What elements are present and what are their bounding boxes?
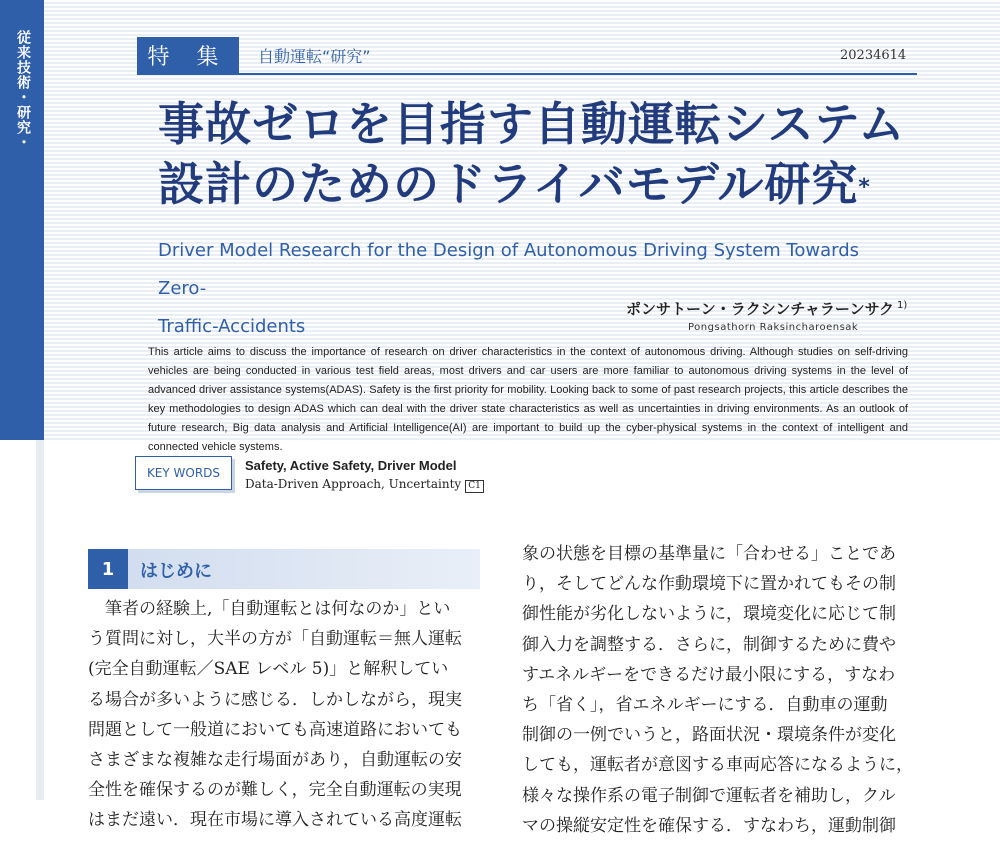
body-right-column bbox=[522, 539, 922, 841]
body-line: 制御の一例でいうと，路面状況・環境条件が変化 bbox=[522, 725, 896, 746]
keywords-line-2 bbox=[245, 477, 484, 493]
body-line: る場合が多いように感じる．しかしながら，現実 bbox=[88, 689, 462, 710]
english-title-line-2: Traffic-Accidents bbox=[158, 316, 306, 337]
body-line: 筆者の経験上,「自動運転とは何なのか」とい bbox=[88, 599, 451, 619]
body-line: 御入力を調整する．さらに，制御するために費や bbox=[522, 634, 896, 655]
author-affiliation: 1) bbox=[896, 300, 908, 311]
keywords-line-1: Safety, Active Safety, Driver Model bbox=[245, 458, 457, 473]
title-line-1: 事故ゼロを目指す自動運転システム bbox=[158, 97, 906, 151]
author-name-jp-text: ポンサトーン・ラクシンチャラーンサク bbox=[626, 300, 894, 318]
header-rule bbox=[137, 73, 917, 75]
body-line: ち「省く」，省エネルギーにする．自動車の運動 bbox=[522, 695, 888, 716]
abstract: This article aims to discuss the importance of research on driver characteristics in the context of autonomous driving. Although studies on self-driving vehicles are being conducted in various test field areas, most drivers and car users are more familiar to autonomous driving systems in the level of advanced driver assistance systems(ADAS). Safety is the first priority for mobility. Looking back to some of past research projects, this article describes the key methodologies to design ADAS which can deal with the driver state characteristics as well as uncertainties in driving environments. As an outlook of future research, Big data analysis and Artificial Intelligence(AI) are important to build up the cyber-physical systems in the context of intelligent and connected vehicle systems. bbox=[148, 346, 908, 453]
title-line-2: 設計のためのドライバモデル研究 bbox=[158, 157, 859, 211]
english-title-line-1: Driver Model Research for the Design of Autonomous Driving System Towards Zero- bbox=[158, 240, 860, 299]
keywords-line-2-text: Data-Driven Approach, Uncertainty bbox=[245, 477, 462, 491]
body-left-column bbox=[88, 594, 488, 836]
author-name-en: Pongsathorn Raksincharoensak bbox=[688, 322, 859, 333]
side-strip-lower bbox=[36, 440, 44, 800]
feature-label: 特 集 bbox=[137, 37, 239, 73]
section-number: 1 bbox=[88, 549, 128, 589]
body-line: 問題として一般道においても高速道路においても bbox=[88, 719, 462, 740]
body-line: 象の状態を目標の基準量に「合わせる」ことであ bbox=[522, 544, 896, 564]
body-line: う質問に対し，大半の方が「自動運転＝無人運転 bbox=[88, 629, 462, 650]
document-id: 20234614 bbox=[840, 48, 907, 63]
body-line: 御性能が劣化しないように，環境変化に応じて制 bbox=[522, 604, 896, 625]
body-line: マの操縦安定性を確保する．すなわち，運動制御 bbox=[522, 815, 896, 836]
article-title bbox=[158, 94, 938, 214]
body-line: (完全自動運転／SAE レベル 5)」と解釈してい bbox=[88, 659, 449, 680]
body-line: はまだ遠い．現在市場に導入されている高度運転 bbox=[88, 810, 462, 831]
body-line: しても，運転者が意図する車両応答になるように， bbox=[522, 755, 913, 776]
keywords-code: C1 bbox=[465, 480, 484, 493]
title-asterisk: * bbox=[858, 175, 871, 200]
section-title: はじめに bbox=[140, 561, 212, 582]
keywords-label: KEY WORDS bbox=[135, 456, 232, 490]
body-line: さまざまな複雑な走行場面があり，自動運転の安 bbox=[88, 750, 462, 771]
body-line: 全性を確保するのが難しく，完全自動運転の実現 bbox=[88, 780, 462, 801]
side-category-label: 従来技術・研究・ bbox=[15, 30, 31, 150]
category-label: 自動運転“研究” bbox=[258, 47, 371, 66]
body-line: すエネルギーをできるだけ最小限にする，すなわ bbox=[522, 664, 896, 685]
body-line: り，そしてどんな作動環境下に置かれてもその制 bbox=[522, 574, 896, 595]
body-line: 様々な操作系の電子制御で運転者を補助し，クル bbox=[522, 785, 896, 806]
author-name-jp bbox=[626, 298, 907, 319]
